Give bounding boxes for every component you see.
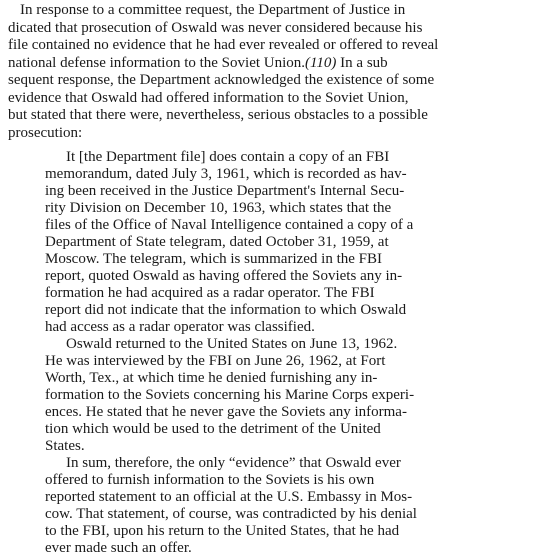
quote-line: report, quoted Oswald as having offered the Soviets any in- (45, 268, 403, 284)
quote-line: States. (45, 438, 85, 454)
text-line: In response to a committee request, the Department of Justice in (20, 2, 406, 18)
quote-line: rity Division on December 10, 1963, which states that the (45, 200, 392, 216)
quote-line: formation to the Soviets concerning his Marine Corps experi- (45, 387, 415, 403)
quote-line: In sum, therefore, the only “evidence” that Oswald ever (66, 455, 401, 471)
text-line: dicated that prosecution of Oswald was never considered because his (8, 20, 423, 36)
text-line: file contained no evidence that he had ever revealed or offered to reveal (8, 37, 439, 53)
quote-line: report did not indicate that the information to which Oswald (45, 302, 407, 318)
quote-line: memorandum, dated July 3, 1961, which is recorded as hav- (45, 166, 407, 182)
text-line: sequent response, the Department acknowledged the existence of some (8, 72, 435, 88)
quote-line: ever made such an offer. (45, 540, 192, 556)
quote-line: had access as a radar operator was classified. (45, 319, 315, 335)
text-span: national defense information to the Soviet Union. (8, 55, 306, 71)
quote-line: ing been received in the Justice Department's Internal Secu- (45, 183, 405, 199)
quote-line: reported statement to an official at the U.S. Embassy in Mos- (45, 489, 413, 505)
quote-line: Department of State telegram, dated October 31, 1959, at (45, 234, 389, 250)
quote-line: formation he had acquired as a radar operator. The FBI (45, 285, 375, 301)
quote-line: to the FBI, upon his return to the United States, that he had (45, 523, 400, 539)
quote-line: ences. He stated that he never gave the Soviets any informa- (45, 404, 407, 420)
quote-line: cow. That statement, of course, was contradicted by his denial (45, 506, 417, 522)
text-span: In a sub (336, 55, 388, 71)
quote-line: It [the Department file] does contain a copy of an FBI (66, 149, 390, 165)
quote-line: offered to furnish information to the Soviets is his own (45, 472, 375, 488)
text-line: evidence that Oswald had offered information to the Soviet Union, (8, 90, 409, 106)
footnote-reference: (110) (305, 55, 337, 71)
text-line: but stated that there were, nevertheless, serious obstacles to a possible (8, 107, 428, 123)
text-line (8, 56, 528, 71)
quote-line: files of the Office of Naval Intelligence contained a copy of a (45, 217, 414, 233)
text-line: prosecution: (8, 125, 83, 141)
quote-line: Worth, Tex., at which time he denied furnishing any in- (45, 370, 378, 386)
quote-line: He was interviewed by the FBI on June 26, 1962, at Fort (45, 353, 386, 369)
quote-line: Oswald returned to the United States on June 13, 1962. (66, 336, 398, 352)
quote-line: tion which would be used to the detriment of the United (45, 421, 381, 437)
quote-line: Moscow. The telegram, which is summarized in the FBI (45, 251, 383, 267)
